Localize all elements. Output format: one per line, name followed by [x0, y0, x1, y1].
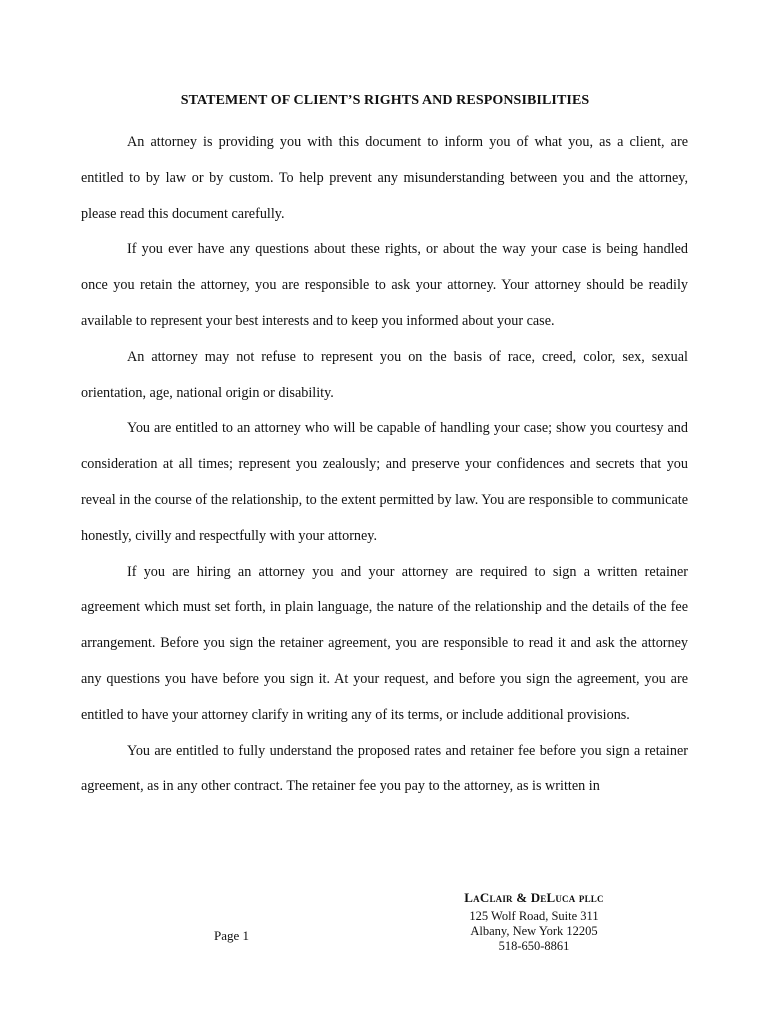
paragraph-6: You are entitled to fully understand the proposed rates and retainer fee before you sign a retainer agreement, as in any other contract. The retainer fee you pay to the attorney, as is written in [81, 742, 688, 795]
document-title: STATEMENT OF CLIENT’S RIGHTS AND RESPONSIBILITIES [180, 93, 590, 108]
document-body [81, 125, 688, 805]
paragraph-4: You are entitled to an attorney who will be capable of handling your case; show you courtesy and consideration at all times; represent you zealously; and preserve your confidences and secrets that you reveal in the course of the relationship, to the extent permitted by law. You are responsible to communicate honestly, civilly and respectfully with your attorney. [81, 420, 688, 544]
firm-address-line2: Albany, New York 12205 [470, 924, 598, 938]
paragraph-5: If you are hiring an attorney you and your attorney are required to sign a written retainer agreement which must set forth, in plain language, the nature of the relationship and the details of the fee arrangement. Before you sign the retainer agreement, you are responsible to read it and ask the attorney any questions you have before you sign it. At your request, and before you sign the agreement, you are entitled to have your attorney clarify in writing any of its terms, or include additional provisions. [81, 563, 688, 723]
firm-name: LaClair & DeLuca pllc [464, 890, 604, 905]
firm-phone: 518-650-8861 [498, 939, 570, 953]
paragraph-3: An attorney may not refuse to represent you on the basis of race, creed, color, sex, sexual orientation, age, national origin or disability. [81, 348, 688, 401]
firm-letterhead [460, 890, 608, 954]
page-number: Page 1 [214, 928, 250, 943]
firm-address-line1: 125 Wolf Road, Suite 311 [469, 909, 599, 923]
paragraph-2: If you ever have any questions about these rights, or about the way your case is being handled once you retain the attorney, you are responsible to ask your attorney. Your attorney should be readily available to represent your best interests and to keep you informed about your case. [81, 241, 688, 329]
paragraph-1: An attorney is providing you with this document to inform you of what you, as a client, are entitled to by law or by custom. To help prevent any misunderstanding between you and the attorney, please read this document carefully. [81, 134, 688, 222]
